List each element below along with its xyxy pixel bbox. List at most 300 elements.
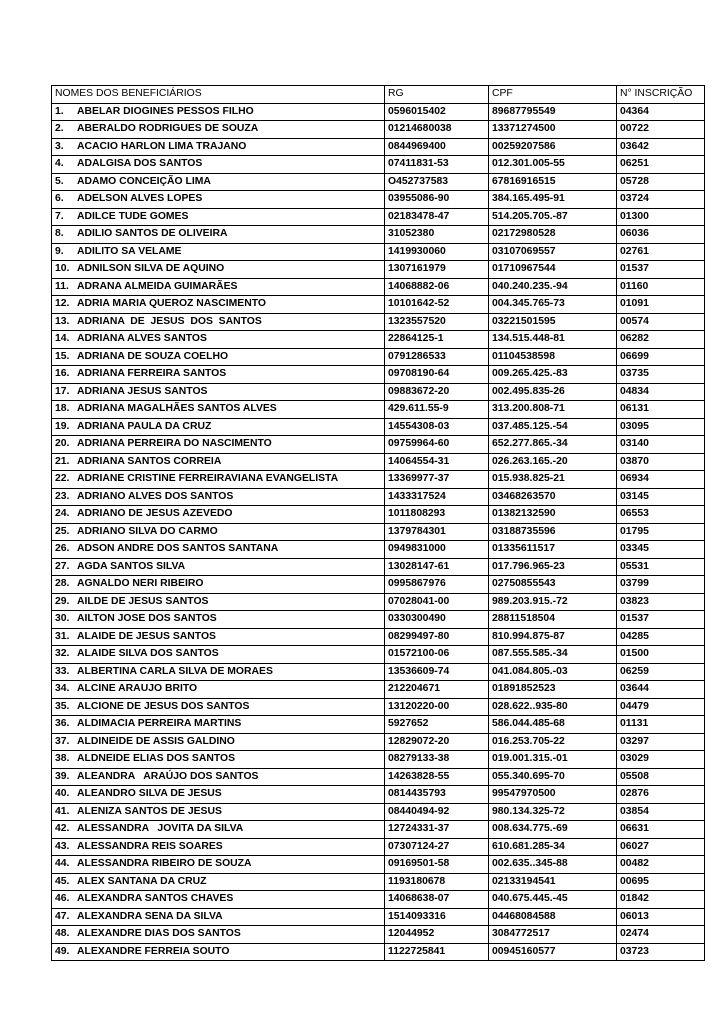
table-row (52, 803, 705, 821)
beneficiary-name-cell (52, 331, 385, 349)
beneficiary-name: ALCINE ARAUJO BRITO (77, 683, 198, 694)
row-number: 42. (55, 823, 70, 834)
table-row (52, 838, 705, 856)
beneficiary-name-cell (52, 768, 385, 786)
rg-cell: 14554308-03 (385, 418, 489, 436)
beneficiary-name: ADRIANO DE JESUS AZEVEDO (77, 508, 233, 519)
rg-cell: 1323557520 (385, 313, 489, 331)
rg-cell: 14068638-07 (385, 891, 489, 909)
inscricao-cell: 06027 (617, 838, 705, 856)
beneficiary-name-cell (52, 786, 385, 804)
inscricao-cell: 03642 (617, 138, 705, 156)
row-number: 4. (55, 158, 64, 169)
cpf-cell: 134.515.448-81 (489, 331, 617, 349)
beneficiary-name: ABERALDO RODRIGUES DE SOUZA (77, 123, 259, 134)
row-number: 12. (55, 298, 70, 309)
beneficiary-name-cell (52, 803, 385, 821)
rg-cell: 12044952 (385, 926, 489, 944)
beneficiary-name-cell (52, 891, 385, 909)
row-number: 10. (55, 263, 70, 274)
table-row (52, 926, 705, 944)
inscricao-cell: 01795 (617, 523, 705, 541)
table-row (52, 891, 705, 909)
beneficiary-name-cell (52, 488, 385, 506)
cpf-cell: 087.555.585.-34 (489, 646, 617, 664)
cpf-cell: 02133194541 (489, 873, 617, 891)
table-row (52, 383, 705, 401)
table-row (52, 278, 705, 296)
beneficiary-name-cell (52, 646, 385, 664)
beneficiary-name: ADRIANA ALVES SANTOS (77, 333, 207, 344)
beneficiary-name: ADALGISA DOS SANTOS (77, 158, 203, 169)
row-number: 28. (55, 578, 70, 589)
cpf-cell: 015.938.825-21 (489, 471, 617, 489)
table-row (52, 243, 705, 261)
cpf-cell: 810.994.875-87 (489, 628, 617, 646)
inscricao-cell: 01091 (617, 296, 705, 314)
beneficiary-name: ALEXANDRE DIAS DOS SANTOS (77, 928, 241, 939)
inscricao-cell: 03095 (617, 418, 705, 436)
beneficiary-name: ADRIANA DE JESUS DOS SANTOS (77, 315, 262, 327)
beneficiary-name-cell (52, 191, 385, 209)
beneficiary-name: ADNILSON SILVA DE AQUINO (77, 263, 225, 274)
beneficiary-name-cell (52, 436, 385, 454)
header-rg: RG (385, 86, 489, 104)
table-row (52, 768, 705, 786)
inscricao-cell: 04364 (617, 103, 705, 121)
cpf-cell: 01382132590 (489, 506, 617, 524)
table-row (52, 488, 705, 506)
table-row (52, 786, 705, 804)
inscricao-cell: 06013 (617, 908, 705, 926)
header-name: NOMES DOS BENEFICIÁRIOS (52, 86, 385, 104)
rg-cell: 01214680038 (385, 121, 489, 139)
beneficiary-name: ALDINEIDE DE ASSIS GALDINO (77, 735, 235, 747)
table-row (52, 908, 705, 926)
table-row (52, 121, 705, 139)
rg-cell: 13536609-74 (385, 663, 489, 681)
beneficiary-name-cell (52, 261, 385, 279)
beneficiary-name: ALESSANDRA RIBEIRO DE SOUZA (77, 858, 252, 869)
beneficiary-name-cell (52, 821, 385, 839)
inscricao-cell: 05728 (617, 173, 705, 191)
beneficiary-name: ALBERTINA CARLA SILVA DE MORAES (77, 665, 273, 677)
table-row (52, 313, 705, 331)
rg-cell: 1122725841 (385, 943, 489, 961)
rg-cell: 09883672-20 (385, 383, 489, 401)
inscricao-cell: 01500 (617, 646, 705, 664)
table-row (52, 191, 705, 209)
beneficiary-name-cell (52, 856, 385, 874)
beneficiary-name: ADRIANO SILVA DO CARMO (77, 525, 218, 537)
cpf-cell: 002.635..345-88 (489, 856, 617, 874)
beneficiary-name-cell (52, 243, 385, 261)
beneficiary-name-cell (52, 506, 385, 524)
rg-cell: 01572100-06 (385, 646, 489, 664)
row-number: 35. (55, 700, 70, 712)
beneficiary-name: ADRIANA FERREIRA SANTOS (77, 368, 227, 379)
beneficiary-name-cell (52, 156, 385, 174)
inscricao-cell: 04285 (617, 628, 705, 646)
rg-cell: 08279133-38 (385, 751, 489, 769)
beneficiary-name-cell (52, 628, 385, 646)
beneficiary-name: ALAIDE DE JESUS SANTOS (77, 630, 216, 642)
inscricao-cell: 03140 (617, 436, 705, 454)
rg-cell: 14064554-31 (385, 453, 489, 471)
table-row (52, 593, 705, 611)
inscricao-cell: 05531 (617, 558, 705, 576)
inscricao-cell: 02474 (617, 926, 705, 944)
cpf-cell: 514.205.705.-87 (489, 208, 617, 226)
beneficiary-name-cell (52, 838, 385, 856)
cpf-cell: 004.345.765-73 (489, 296, 617, 314)
cpf-cell: 03107069557 (489, 243, 617, 261)
table-row (52, 261, 705, 279)
inscricao-cell: 00722 (617, 121, 705, 139)
beneficiary-name: ABELAR DIOGINES PESSOS FILHO (77, 105, 254, 117)
inscricao-cell: 03029 (617, 751, 705, 769)
table-row (52, 506, 705, 524)
beneficiary-name-cell (52, 751, 385, 769)
cpf-cell: 652.277.865.-34 (489, 436, 617, 454)
rg-cell: 22864125-1 (385, 331, 489, 349)
beneficiary-name: ALDNEIDE ELIAS DOS SANTOS (77, 753, 235, 764)
row-number: 41. (55, 805, 70, 817)
cpf-cell: 3084772517 (489, 926, 617, 944)
rg-cell: 5927652 (385, 716, 489, 734)
rg-cell: 0814435793 (385, 786, 489, 804)
rg-cell: 429.611.55-9 (385, 401, 489, 419)
row-number: 29. (55, 595, 70, 607)
rg-cell: 09169501-58 (385, 856, 489, 874)
table-row (52, 401, 705, 419)
table-row (52, 366, 705, 384)
beneficiary-name-cell (52, 296, 385, 314)
rg-cell: 09708190-64 (385, 366, 489, 384)
beneficiary-name: ALAIDE SILVA DOS SANTOS (77, 648, 219, 659)
table-row (52, 138, 705, 156)
rg-cell: 0949831000 (385, 541, 489, 559)
rg-cell: 12724331-37 (385, 821, 489, 839)
inscricao-cell: 06259 (617, 663, 705, 681)
beneficiary-name: ADILITO SA VELAME (77, 245, 182, 257)
row-number: 7. (55, 210, 64, 222)
inscricao-cell: 06036 (617, 226, 705, 244)
table-row (52, 156, 705, 174)
cpf-cell: 02172980528 (489, 226, 617, 244)
cpf-cell: 041.084.805.-03 (489, 663, 617, 681)
rg-cell: 0844969400 (385, 138, 489, 156)
cpf-cell: 02750855543 (489, 576, 617, 594)
inscricao-cell: 03644 (617, 681, 705, 699)
table-row (52, 716, 705, 734)
table-row (52, 628, 705, 646)
rg-cell: 0995867976 (385, 576, 489, 594)
rg-cell: 0791286533 (385, 348, 489, 366)
beneficiary-name: ADRANA ALMEIDA GUIMARÃES (77, 280, 238, 292)
table-row (52, 646, 705, 664)
row-number: 31. (55, 630, 70, 642)
beneficiary-name-cell (52, 926, 385, 944)
beneficiary-name: ADRIANA JESUS SANTOS (77, 385, 208, 397)
beneficiary-name: ADSON ANDRE DOS SANTOS SANTANA (77, 543, 279, 554)
cpf-cell: 009.265.425.-83 (489, 366, 617, 384)
beneficiary-name-cell (52, 121, 385, 139)
cpf-cell: 586.044.485-68 (489, 716, 617, 734)
beneficiary-name-cell (52, 173, 385, 191)
beneficiary-name: ADRIANE CRISTINE FERREIRAVIANA EVANGELISTA (77, 473, 339, 484)
inscricao-cell: 01300 (617, 208, 705, 226)
row-number: 25. (55, 525, 70, 537)
row-number: 18. (55, 403, 70, 414)
cpf-cell: 026.263.165.-20 (489, 453, 617, 471)
row-number: 24. (55, 508, 70, 519)
inscricao-cell: 04479 (617, 698, 705, 716)
rg-cell: 07307124-27 (385, 838, 489, 856)
row-number: 23. (55, 490, 70, 502)
beneficiary-name-cell (52, 348, 385, 366)
rg-cell: 09759964-60 (385, 436, 489, 454)
table-row (52, 873, 705, 891)
table-row (52, 576, 705, 594)
inscricao-cell: 06131 (617, 401, 705, 419)
cpf-cell: 03221501595 (489, 313, 617, 331)
row-number: 14. (55, 333, 70, 344)
beneficiary-name: ADILIO SANTOS DE OLIVEIRA (77, 228, 228, 239)
table-row (52, 611, 705, 629)
inscricao-cell: 06631 (617, 821, 705, 839)
row-number: 22. (55, 473, 70, 484)
inscricao-cell: 02876 (617, 786, 705, 804)
row-number: 6. (55, 193, 64, 204)
cpf-cell: 028.622..935-80 (489, 698, 617, 716)
rg-cell: 212204671 (385, 681, 489, 699)
beneficiary-name: ALEXANDRE FERREIA SOUTO (77, 945, 230, 957)
row-number: 16. (55, 368, 70, 379)
beneficiary-name-cell (52, 733, 385, 751)
beneficiary-name: ADAMO CONCEIÇÃO LIMA (77, 175, 211, 187)
rg-cell: 1307161979 (385, 261, 489, 279)
rg-cell: 03955086-90 (385, 191, 489, 209)
cpf-cell: 00259207586 (489, 138, 617, 156)
beneficiary-name: ALESSANDRA REIS SOARES (77, 840, 223, 852)
row-number: 46. (55, 893, 70, 904)
table-row (52, 436, 705, 454)
cpf-cell: 017.796.965-23 (489, 558, 617, 576)
beneficiary-name: AILDE DE JESUS SANTOS (77, 595, 209, 607)
row-number: 15. (55, 350, 70, 362)
rg-cell: 08299497-80 (385, 628, 489, 646)
rg-cell: 13028147-61 (385, 558, 489, 576)
cpf-cell: 03468263570 (489, 488, 617, 506)
table-row (52, 943, 705, 961)
beneficiary-name-cell (52, 523, 385, 541)
rg-cell: 02183478-47 (385, 208, 489, 226)
row-number: 13. (55, 315, 70, 327)
table-row (52, 296, 705, 314)
beneficiary-name-cell (52, 313, 385, 331)
cpf-cell: 01335611517 (489, 541, 617, 559)
beneficiary-name-cell (52, 226, 385, 244)
beneficiary-name-cell (52, 541, 385, 559)
beneficiary-name: ADELSON ALVES LOPES (77, 193, 203, 204)
inscricao-cell: 02761 (617, 243, 705, 261)
table-row (52, 558, 705, 576)
cpf-cell: 019.001.315.-01 (489, 751, 617, 769)
table-row (52, 331, 705, 349)
beneficiary-name: ADRIANA PAULA DA CRUZ (77, 420, 212, 432)
row-number: 40. (55, 788, 70, 799)
row-number: 1. (55, 105, 64, 117)
table-row (52, 173, 705, 191)
row-number: 38. (55, 753, 70, 764)
inscricao-cell: 03799 (617, 576, 705, 594)
rg-cell: 0330300490 (385, 611, 489, 629)
beneficiary-name-cell (52, 103, 385, 121)
beneficiary-name: ADRIANA DE SOUZA COELHO (77, 350, 229, 362)
inscricao-cell: 03724 (617, 191, 705, 209)
row-number: 17. (55, 385, 70, 397)
row-number: 48. (55, 928, 70, 939)
inscricao-cell: 05508 (617, 768, 705, 786)
beneficiary-name-cell (52, 453, 385, 471)
rg-cell: 1193180678 (385, 873, 489, 891)
beneficiary-name-cell (52, 418, 385, 436)
rg-cell: 14263828-55 (385, 768, 489, 786)
inscricao-cell: 01537 (617, 611, 705, 629)
row-number: 8. (55, 228, 64, 239)
cpf-cell: 13371274500 (489, 121, 617, 139)
beneficiary-name-cell (52, 873, 385, 891)
rg-cell: 31052380 (385, 226, 489, 244)
row-number: 43. (55, 840, 70, 852)
beneficiaries-table (51, 85, 705, 961)
row-number: 36. (55, 718, 70, 729)
row-number: 21. (55, 455, 70, 467)
beneficiary-name-cell (52, 138, 385, 156)
cpf-cell: 00945160577 (489, 943, 617, 961)
row-number: 44. (55, 858, 70, 869)
row-number: 5. (55, 175, 64, 187)
beneficiary-name-cell (52, 471, 385, 489)
cpf-cell: 01710967544 (489, 261, 617, 279)
header-inscricao: N° INSCRIÇÃO (617, 86, 705, 104)
rg-cell: 1433317524 (385, 488, 489, 506)
rg-cell: 10101642-52 (385, 296, 489, 314)
cpf-cell: 610.681.285-34 (489, 838, 617, 856)
rg-cell: 0596015402 (385, 103, 489, 121)
table-row (52, 698, 705, 716)
inscricao-cell: 04834 (617, 383, 705, 401)
inscricao-cell: 00482 (617, 856, 705, 874)
row-number: 11. (55, 280, 69, 292)
beneficiary-name: ADRIANA PERREIRA DO NASCIMENTO (77, 438, 272, 449)
beneficiary-name-cell (52, 558, 385, 576)
rg-cell: 1379784301 (385, 523, 489, 541)
row-number: 39. (55, 770, 70, 782)
beneficiary-name: ADILCE TUDE GOMES (77, 210, 189, 222)
beneficiary-name-cell (52, 576, 385, 594)
header-row (52, 86, 705, 104)
beneficiary-name-cell (52, 663, 385, 681)
cpf-cell: 28811518504 (489, 611, 617, 629)
table-row (52, 751, 705, 769)
row-number: 45. (55, 875, 70, 887)
row-number: 27. (55, 560, 70, 572)
cpf-cell: 040.675.445.-45 (489, 891, 617, 909)
beneficiary-name: ALDIMACIA PERREIRA MARTINS (77, 718, 242, 729)
row-number: 33. (55, 665, 70, 677)
rg-cell: 1514093316 (385, 908, 489, 926)
beneficiary-name: ALEANDRA ARAÚJO DOS SANTOS (77, 770, 259, 782)
rg-cell: 07411831-53 (385, 156, 489, 174)
inscricao-cell: 01131 (617, 716, 705, 734)
beneficiary-name: ALCIONE DE JESUS DOS SANTOS (77, 700, 250, 712)
cpf-cell: 002.495.835-26 (489, 383, 617, 401)
cpf-cell: 040.240.235.-94 (489, 278, 617, 296)
beneficiary-name-cell (52, 611, 385, 629)
row-number: 32. (55, 648, 70, 659)
row-number: 2. (55, 123, 64, 134)
beneficiary-name-cell (52, 716, 385, 734)
rg-cell: 12829072-20 (385, 733, 489, 751)
inscricao-cell: 03854 (617, 803, 705, 821)
table-row (52, 821, 705, 839)
row-number: 47. (55, 910, 70, 922)
rg-cell: 08440494-92 (385, 803, 489, 821)
beneficiary-name: ALEXANDRA SANTOS CHAVES (77, 893, 234, 904)
cpf-cell: 037.485.125.-54 (489, 418, 617, 436)
beneficiary-name: ADRIANA SANTOS CORREIA (77, 455, 222, 467)
rg-cell: 07028041-00 (385, 593, 489, 611)
inscricao-cell: 06553 (617, 506, 705, 524)
beneficiary-name: ALEANDRO SILVA DE JESUS (77, 788, 222, 799)
inscricao-cell: 01537 (617, 261, 705, 279)
table-row (52, 418, 705, 436)
cpf-cell: 01891852523 (489, 681, 617, 699)
beneficiary-name-cell (52, 366, 385, 384)
table-row (52, 856, 705, 874)
beneficiary-name: ADRIA MARIA QUEROZ NASCIMENTO (77, 298, 266, 309)
table-row (52, 208, 705, 226)
inscricao-cell: 01160 (617, 278, 705, 296)
table-row (52, 226, 705, 244)
rg-cell: 1011808293 (385, 506, 489, 524)
beneficiary-name-cell (52, 698, 385, 716)
row-number: 34. (55, 683, 70, 694)
inscricao-cell: 03297 (617, 733, 705, 751)
rg-cell: 1419930060 (385, 243, 489, 261)
inscricao-cell: 03823 (617, 593, 705, 611)
row-number: 49. (55, 945, 70, 957)
cpf-cell: 055.340.695-70 (489, 768, 617, 786)
row-number: 20. (55, 438, 70, 449)
rg-cell: 13369977-37 (385, 471, 489, 489)
inscricao-cell: 01842 (617, 891, 705, 909)
inscricao-cell: 03345 (617, 541, 705, 559)
cpf-cell: 67816916515 (489, 173, 617, 191)
row-number: 9. (55, 245, 64, 257)
cpf-cell: 99547970500 (489, 786, 617, 804)
inscricao-cell: 03870 (617, 453, 705, 471)
table-row (52, 733, 705, 751)
cpf-cell: 04468084588 (489, 908, 617, 926)
cpf-cell: 980.134.325-72 (489, 803, 617, 821)
inscricao-cell: 06699 (617, 348, 705, 366)
cpf-cell: 012.301.005-55 (489, 156, 617, 174)
inscricao-cell: 06251 (617, 156, 705, 174)
table-row (52, 523, 705, 541)
